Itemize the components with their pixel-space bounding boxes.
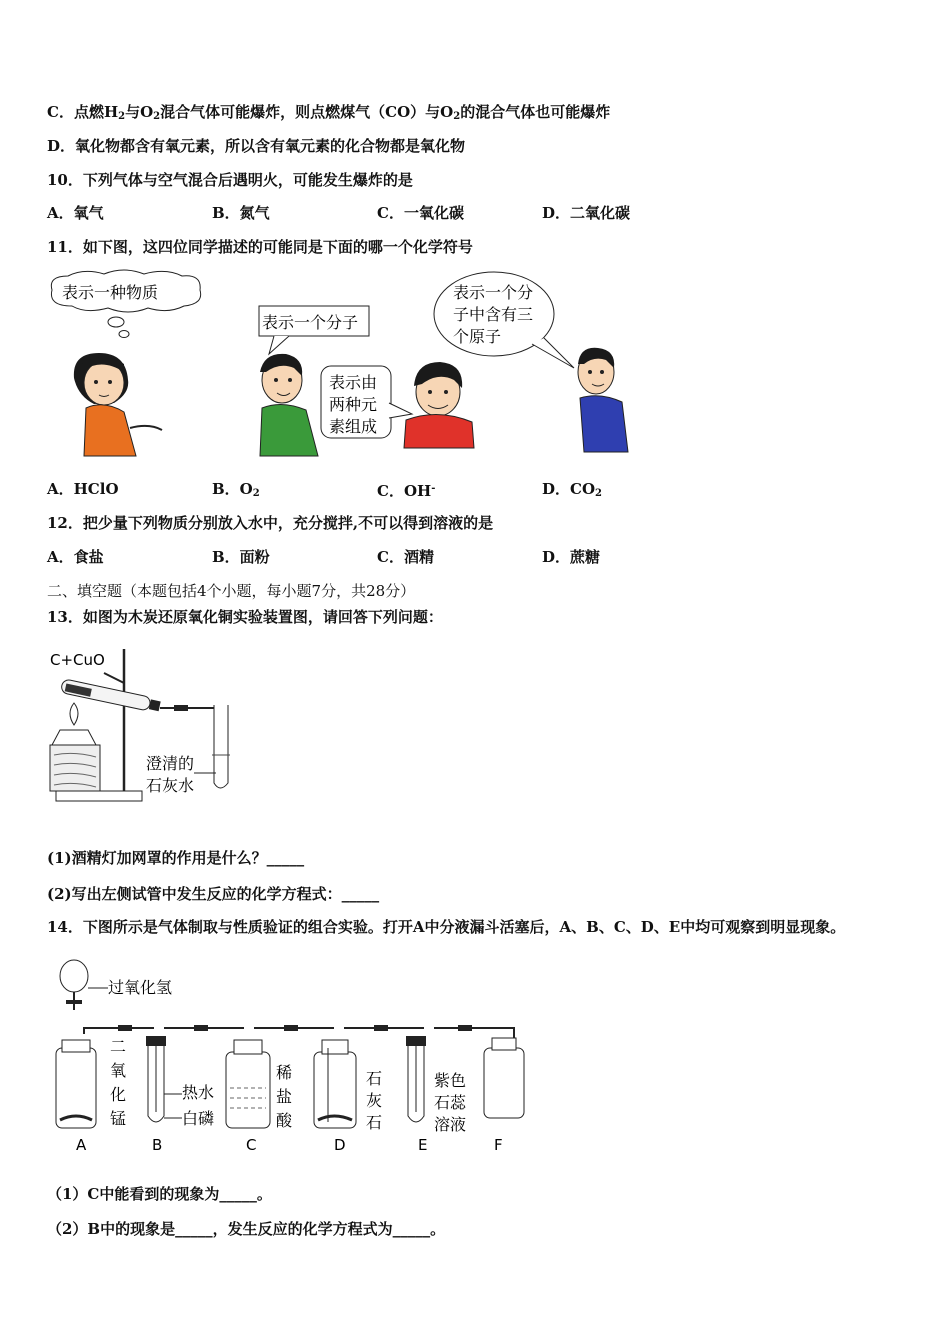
- litmus-3: 溶液: [434, 1115, 467, 1134]
- bubble-3-text-1: 表示由: [329, 373, 378, 392]
- h2o2-label: 过氧化氢: [108, 978, 173, 997]
- solution-label-1: 澄清的: [146, 754, 195, 773]
- limestone-2: 灰: [366, 1091, 383, 1110]
- litmus-2: 石蕊: [434, 1093, 467, 1112]
- test-tube-vertical: [214, 705, 228, 788]
- separatory-funnel: [60, 960, 88, 992]
- mno2-2: 氧: [110, 1061, 127, 1080]
- subscript: 2: [453, 111, 461, 122]
- label-b: B: [152, 1136, 163, 1154]
- limestone-1: 石: [366, 1069, 383, 1088]
- flask-f: [484, 1048, 524, 1118]
- limestone-3: 石: [366, 1113, 383, 1132]
- text-seg: B．O: [212, 480, 253, 498]
- q12-option-d: D．蔗糖: [542, 548, 601, 566]
- question-13: 13．如图为木炭还原氧化铜实验装置图，请回答下列问题：: [47, 608, 443, 626]
- q10-option-c: C．一氧化碳: [377, 204, 464, 222]
- q11-option-c: [377, 479, 435, 501]
- q13-figure: [44, 645, 254, 810]
- hcl-1: 稀: [276, 1063, 293, 1082]
- q14-figure: [44, 948, 534, 1158]
- mno2-1: 二: [110, 1037, 127, 1056]
- bubble-4-text-1: 表示一个分: [453, 283, 534, 302]
- question-11: 11．如下图，这四位同学描述的可能同是下面的哪一个化学符号: [47, 238, 473, 256]
- q11-option-b: [212, 479, 260, 504]
- stand-base: [56, 791, 142, 801]
- hcl-2: 盐: [276, 1087, 293, 1106]
- lamp-chimney: [52, 730, 96, 745]
- solution-label-2: 石灰水: [146, 776, 195, 795]
- question-14: 14．下图所示是气体制取与性质验证的组合实验。打开A中分液漏斗活塞后，A、B、C、D、E中均可观察到明显现象。: [47, 918, 846, 936]
- boy2-figure: [404, 362, 474, 448]
- bubble-3-text-2: 两种元: [329, 395, 378, 414]
- hcl-3: 酸: [276, 1111, 293, 1130]
- bubble-4-text-2: 子中含有三: [453, 305, 534, 324]
- superscript: -: [431, 483, 436, 494]
- question-14-2: （2）B中的现象是_____，发生反应的化学方程式为_____。: [47, 1220, 446, 1238]
- bubble-3-text-3: 素组成: [329, 417, 378, 436]
- option-d-line: D．氧化物都含有氧元素，所以含有氧元素的化合物都是氧化物: [47, 137, 466, 155]
- subscript: 2: [118, 111, 126, 122]
- mno2-4: 锰: [110, 1109, 127, 1128]
- q11-option-a: A．HClO: [47, 480, 119, 498]
- mno2-3: 化: [110, 1085, 127, 1104]
- question-13-1: (1)酒精灯加网罩的作用是什么？_____: [47, 849, 305, 867]
- subscript: 2: [595, 488, 602, 499]
- question-10: 10．下列气体与空气混合后遇明火，可能发生爆炸的是: [47, 171, 413, 189]
- q11-figure: [44, 268, 644, 468]
- thought-dot: [108, 317, 124, 327]
- girl-figure: [74, 353, 162, 456]
- question-14-1: （1）C中能看到的现象为_____。: [47, 1185, 272, 1203]
- label-e: E: [418, 1136, 428, 1154]
- option-c-line: [47, 102, 610, 127]
- subscript: 2: [153, 111, 161, 122]
- q10-option-d: D．二氧化碳: [542, 204, 631, 222]
- q10-option-b: B．氮气: [212, 204, 270, 222]
- thought-dot: [119, 331, 129, 338]
- label-d: D: [334, 1136, 346, 1154]
- section-2-heading: 二、填空题（本题包括4个小题，每小题7分，共28分）: [47, 582, 416, 600]
- white-p-label: 白磷: [182, 1109, 215, 1128]
- question-12: 12．把少量下列物质分别放入水中，充分搅拌,不可以得到溶液的是: [47, 514, 494, 532]
- lamp-flame: [70, 703, 78, 725]
- flask-c: [226, 1052, 270, 1128]
- man-figure: [578, 348, 628, 452]
- hot-water-label: 热水: [182, 1083, 215, 1102]
- litmus-1: 紫色: [434, 1071, 467, 1090]
- label-a: A: [76, 1136, 87, 1154]
- q12-option-a: A．食盐: [47, 548, 104, 566]
- q12-option-c: C．酒精: [377, 548, 434, 566]
- q11-option-d: [542, 479, 602, 504]
- boy1-figure: [260, 354, 318, 456]
- subscript: 2: [252, 488, 260, 499]
- q12-option-b: B．面粉: [212, 548, 270, 566]
- bubble-4-text-3: 个原子: [453, 327, 502, 346]
- q10-option-a: A．氧气: [47, 204, 104, 222]
- text-seg: 与O: [125, 103, 154, 121]
- label-c: C: [246, 1136, 257, 1154]
- text-seg: C．点燃H: [47, 103, 119, 121]
- question-13-2: (2)写出左侧试管中发生反应的化学方程式：_____: [47, 885, 380, 903]
- text-seg: 的混合气体也可能爆炸: [460, 103, 611, 121]
- bubble-2-text: 表示一个分子: [262, 313, 359, 332]
- text-seg: C．OH: [377, 482, 432, 500]
- clamp: [104, 673, 124, 683]
- reactant-label: C+CuO: [50, 651, 105, 669]
- text-seg: D．CO: [542, 480, 596, 498]
- text-seg: 混合气体可能爆炸，则点燃煤气（CO）与O: [160, 103, 454, 121]
- bubble-1-text: 表示一种物质: [62, 283, 159, 302]
- label-f: F: [494, 1136, 503, 1154]
